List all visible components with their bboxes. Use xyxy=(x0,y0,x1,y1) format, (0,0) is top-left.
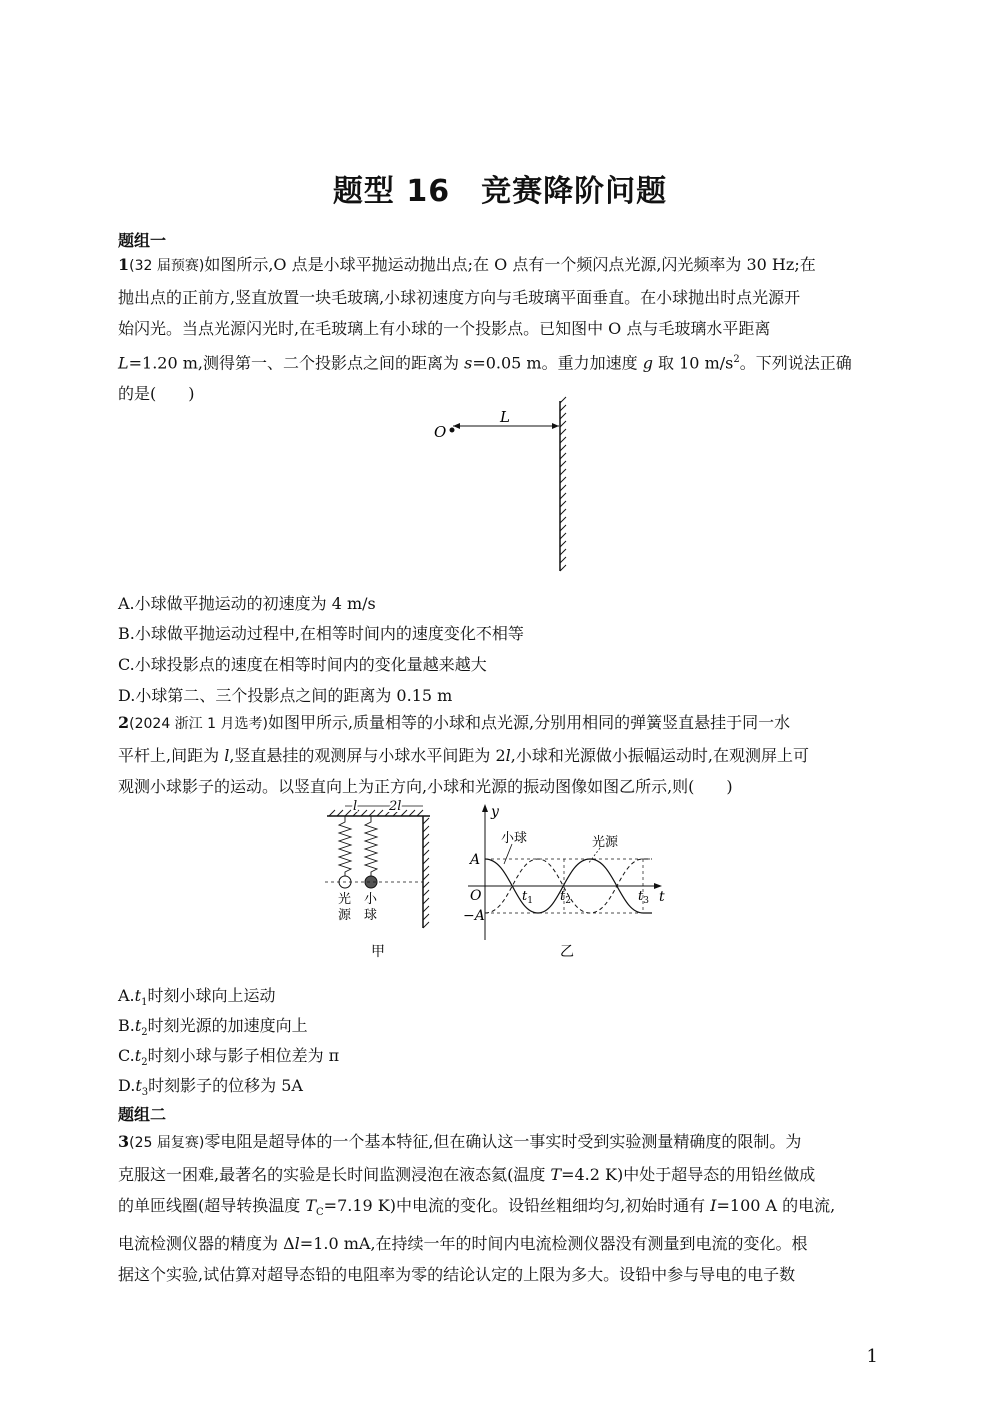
y-arrow-icon xyxy=(482,804,488,812)
ball-label-1: 小 xyxy=(364,892,378,907)
question-3 xyxy=(118,1126,888,1290)
arrow-left-icon xyxy=(453,423,460,429)
page-title: 题型 16 竞赛降阶问题 xyxy=(332,174,668,209)
q2-source: (2024 浙江 1 月选考) xyxy=(129,716,268,732)
spring-ball xyxy=(365,816,377,876)
q2-line-3: 观测小球影子的运动。以竖直向上为正方向,小球和光源的振动图像如图乙所示,则( ) xyxy=(118,777,733,796)
q1-line-1 xyxy=(118,249,888,282)
q1-line-4: L=1.20 m,测得第一、二个投影点之间的距离为 s=0.05 m。重力加速度 g 取 10 $m/s^2$。下列说法正确 xyxy=(118,353,852,373)
t-axis-label: t xyxy=(659,889,665,905)
caption-yi: 乙 xyxy=(560,944,574,960)
q1-option-c: C.小球投影点的速度在相等时间内的变化量越来越大 xyxy=(118,655,487,674)
q2-option-d: $D.t_3$时刻影子的位移为 5A xyxy=(118,1076,303,1099)
page-number: 1 xyxy=(866,1346,878,1367)
t1-label: $t_1$ xyxy=(522,889,533,906)
q3-number: 3 xyxy=(118,1132,130,1151)
point-o xyxy=(450,428,455,433)
bar-hatching xyxy=(329,810,423,816)
screen-hatching xyxy=(423,818,429,928)
q1-figure xyxy=(420,395,580,575)
q2-option-b: $B.t_2$时刻光源的加速度向上 xyxy=(118,1016,308,1039)
q1-option-d: D.小球第二、三个投影点之间的距离为 0.15 m xyxy=(118,686,453,705)
q1-line-5: 的是( ) xyxy=(118,384,195,404)
q3-line-5: 据这个实验,试估算对超导态铅的电阻率为零的结论认定的上限为多大。设铅中参与导电的电子数 xyxy=(118,1265,796,1285)
q1-line-2: 抛出点的正前方,竖直放置一块毛玻璃,小球初速度方向与毛玻璃平面垂直。在小球抛出时点光源开 xyxy=(118,288,801,307)
question-2 xyxy=(118,707,888,802)
ball-curve-leader xyxy=(504,844,512,864)
question-1 xyxy=(118,249,888,409)
q1-source: (32 届预赛) xyxy=(129,258,205,274)
light-curve-label: 光源 xyxy=(592,835,619,850)
ball-curve-label: 小球 xyxy=(501,831,528,846)
t2-label: $t_2$ xyxy=(560,889,571,906)
light-label-2: 源 xyxy=(338,908,352,923)
q1-number: 1 xyxy=(118,255,130,274)
q3-line-4: 电流检测仪器的精度为 Δl=1.0 mA,在持续一年的时间内电流检测仪器没有测量到电流的变化。根 xyxy=(118,1234,808,1254)
q3-line-3: 的单匝线圈(超导转换温度 $T_C=7.19$ K)中电流的变化。设铅丝粗细均匀,初始时通有 I=100 A 的电流, xyxy=(118,1196,836,1219)
spring-light xyxy=(339,816,351,876)
q2-figure-jia xyxy=(325,798,440,963)
o-label: O xyxy=(434,423,447,441)
a-label: A xyxy=(470,852,481,868)
glass-hatching xyxy=(560,397,566,571)
group2-heading: 题组二 xyxy=(118,1105,167,1124)
dim-l-label: l xyxy=(353,799,358,814)
neg-a-label: −A xyxy=(463,908,485,924)
q3-line-1: 3(25 届复赛)零电阻是超导体的一个基本特征,但在确认这一事实时受到实验测量精确度的限制。为 xyxy=(118,1132,802,1151)
q1-text-1: 如图所示,O 点是小球平抛运动抛出点;在 O 点有一个频闪点光源,闪光频率为 30 Hz;在 xyxy=(204,255,816,274)
light-label-1: 光 xyxy=(338,892,352,907)
q1-option-a: A.小球做平抛运动的初速度为 4 m/s xyxy=(118,594,376,613)
q2-option-c: $C.t_2$时刻小球与影子相位差为 π xyxy=(118,1046,340,1069)
q2-line-1: 2(2024 浙江 1 月选考)如图甲所示,质量相等的小球和点光源,分别用相同的弹簧竖直悬挂于同一水 xyxy=(118,713,791,732)
caption-jia: 甲 xyxy=(371,944,385,960)
group1-heading: 题组一 xyxy=(118,231,167,250)
q3-line-2: 克服这一困难,最著名的实验是长时间监测浸泡在液态氦(温度 T=4.2 K)中处于超导态的用铅丝做成 xyxy=(118,1165,816,1184)
q2-line-2: 平杆上,间距为 l,竖直悬挂的观测屏与小球水平间距为 2l,小球和光源做小振幅运动时,在观测屏上可 xyxy=(118,746,809,765)
dim-2l-label: 2l xyxy=(389,799,402,814)
q1-line-3: 始闪光。当点光源闪光时,在毛玻璃上有小球的一个投影点。已知图中 O 点与毛玻璃水平距离 xyxy=(118,319,771,338)
ball-label-2: 球 xyxy=(364,908,378,923)
arrow-right-icon xyxy=(552,423,559,429)
q2-number: 2 xyxy=(118,713,130,732)
l-label: L xyxy=(500,408,510,426)
y-axis-label: y xyxy=(491,804,499,820)
q2-figure-yi xyxy=(460,800,675,965)
q1-option-b: B.小球做平抛运动过程中,在相等时间内的速度变化不相等 xyxy=(118,624,524,643)
t3-label: $t_3$ xyxy=(638,889,649,906)
q2-option-a: $A.t_1$时刻小球向上运动 xyxy=(118,986,276,1009)
origin-label: O xyxy=(470,888,482,904)
q3-source: (25 届复赛) xyxy=(129,1135,205,1151)
